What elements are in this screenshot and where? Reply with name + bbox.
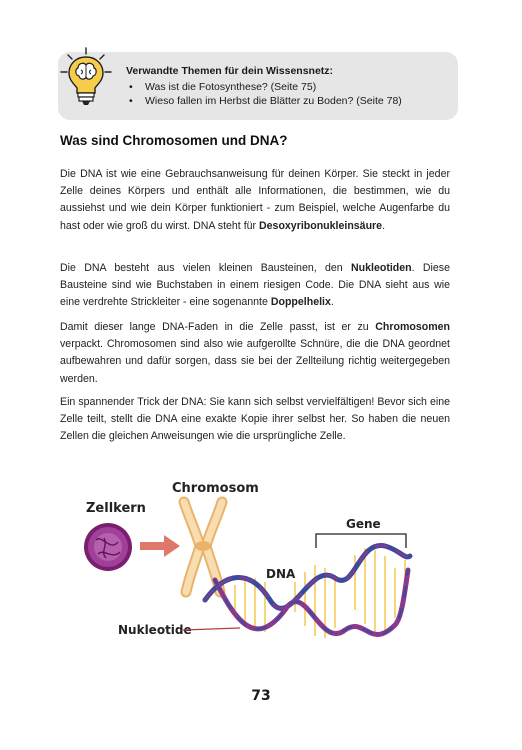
label-nukleotide: Nukleotide [118,623,192,637]
label-zellkern: Zellkern [86,501,146,516]
bold-term: Chromosomen [375,321,450,333]
paragraph-text: Ein spannender Trick der DNA: Sie kann sich selbst vervielfältigen! Bevor sich eine Zelle teilt, stellt die DNA eine exakte Kopie ihrer selbst her. So haben die neuen Zellen die gleichen Anweisungen wie die ursprüngliche Zelle. [60,396,450,443]
arrow-icon [140,535,180,557]
paragraph [60,319,450,388]
paragraph-text: . Diese Bausteine sind wie Buchstaben in einem riesigen Code. Die DNA sieht aus wie eine verdrehte Strickleiter - eine sogenannte [60,262,450,309]
paragraph-text: . [330,296,334,309]
related-topic-item: • Was ist die Fotosynthese? (Seite 75) [126,80,402,94]
related-topics-title: Verwandte Themen für dein Wissensnetz: [126,65,334,77]
paragraph-text: Die DNA ist wie eine Gebrauchsanweisung für deinen Körper. Sie steckt in jeder Zelle deines Körpers und enthält alle Informationen, die bestimmen, wie du aussiehst und wie dein Körper funktioniert - zum Beispiel, welche Augenfarbe du hast oder wie groß du wirst. DNA steht für [60,168,450,232]
paragraph [60,166,450,235]
nucleus-icon [84,523,132,571]
label-chromosom: Chromosom [172,481,259,496]
paragraph-text: Die DNA besteht aus vielen kleinen Bausteinen, den [60,262,352,274]
paragraph-text: . [382,219,386,232]
bold-term: Desoxyribonukleinsäure [259,219,383,232]
bold-term: Nukleotiden [351,262,412,274]
label-gene: Gene [346,517,381,531]
bold-term: Doppelhelix [270,296,331,309]
paragraph-text: Damit dieser lange DNA-Faden in die Zelle passt, ist er zu [60,321,376,333]
paragraph [60,394,450,446]
label-dna: DNA [266,567,296,581]
section-title: Was sind Chromosomen und DNA? [60,133,288,148]
related-topic-item: • Wieso fallen im Herbst die Blätter zu Boden? (Seite 78) [126,94,402,108]
lightbulb-brain-icon [58,46,114,108]
related-topics-list [126,80,402,108]
paragraph [60,260,450,312]
gene-bracket [316,534,406,548]
dna-double-helix [205,546,410,638]
page-number: 73 [251,688,271,704]
paragraph-text: verpackt. Chromosomen sind also wie aufgerollte Schnüre, die die DNA geordnet aufbewahren und dafür sorgen, dass sie bei der Zellteilung richtig weitergegeben werden. [60,338,450,385]
dna-illustration [0,460,522,690]
